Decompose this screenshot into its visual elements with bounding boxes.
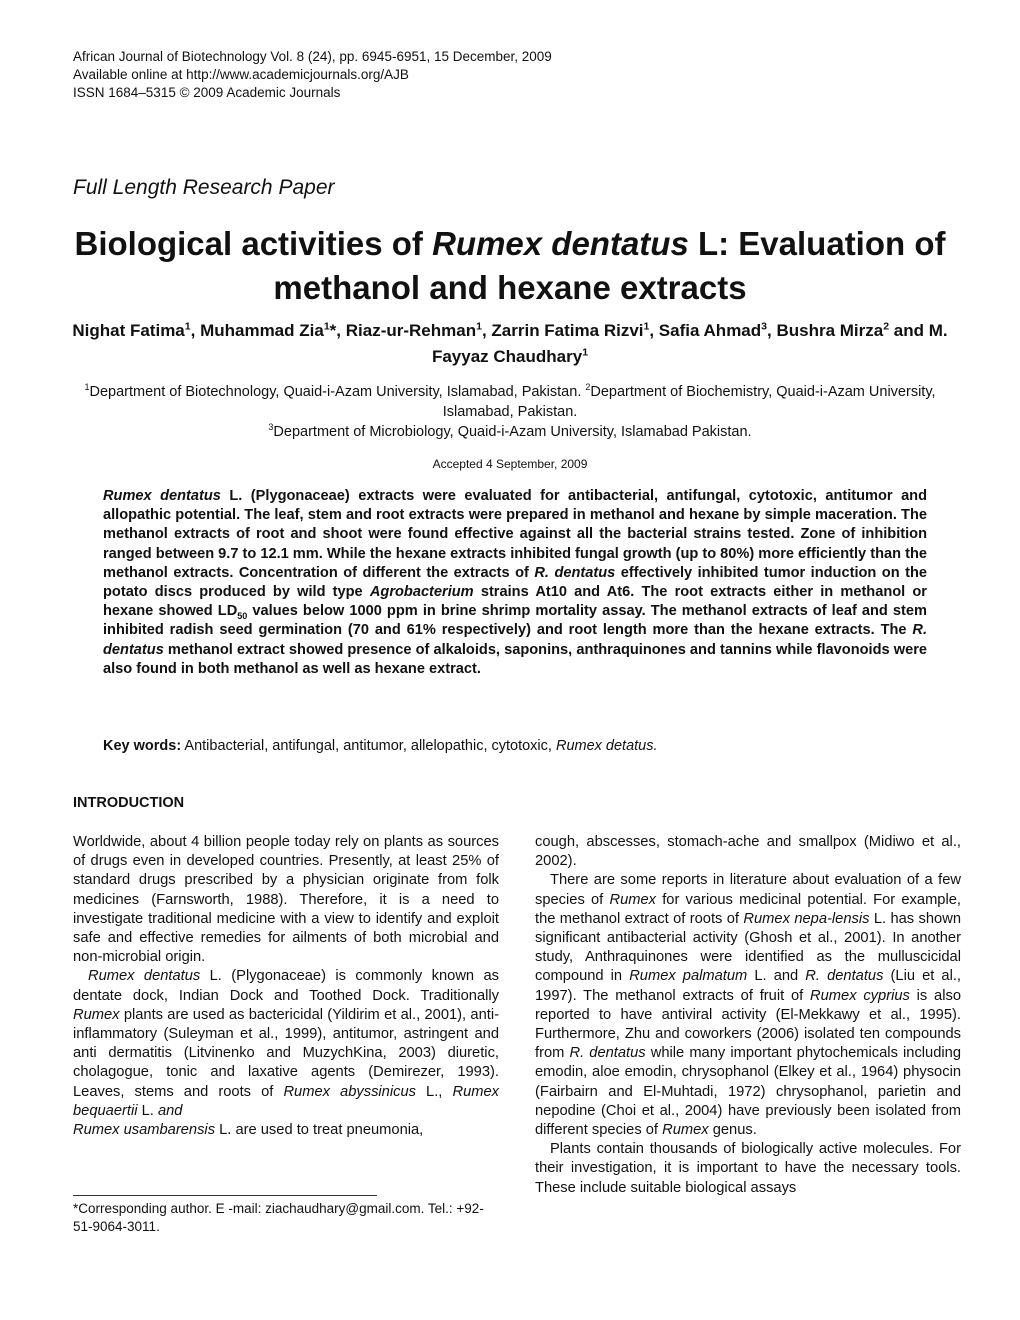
paragraph-text: and <box>157 1102 183 1119</box>
paragraph: cough, abscesses, stomach-ache and smallpox (Midiwo et al., 2002). <box>535 834 961 870</box>
paragraph-text: genus. <box>708 1122 757 1139</box>
paragraph-text: (Liu et al., 1997). The methanol extracts of fruit of <box>535 968 962 1004</box>
journal-header <box>73 48 552 102</box>
paragraph-text: L. (Plygonaceae) is commonly known as dentate dock, Indian Dock and Toothed Dock. Traditionally <box>73 968 499 1004</box>
paragraph-text: is also reported to have antiviral activity (El-Mekkawy et al., 1995). Furthermore, Zhu and coworkers (2006) isolated ten compounds from <box>535 987 961 1062</box>
affil-sup: 1 <box>84 382 90 393</box>
ld50-subscript: 50 <box>237 611 248 622</box>
author-affil-sup: 1 <box>582 346 589 359</box>
title-part2: L: Evaluation of methanol and hexane extracts <box>273 225 946 306</box>
affil-sup: 3 <box>268 422 274 433</box>
paragraph-text: There are some reports in literature about evaluation of a few species of <box>535 872 961 908</box>
abstract-text: strains At10 and At6. The root extracts either in methanol or hexane showed LD <box>103 584 927 620</box>
author-name: , Riaz-ur-Rehman <box>336 321 477 340</box>
species-name: Rumex dentatus <box>103 488 221 504</box>
author-affil-sup: 1 <box>323 320 330 333</box>
author-affil-sup: 2 <box>883 320 890 333</box>
abstract-text: effectively inhibited tumor induction on the potato discs produced by wild type <box>103 564 927 601</box>
paragraph-text: L. are used to treat pneumonia, <box>215 1122 424 1139</box>
genus-name: Agrobacterium <box>369 584 474 601</box>
paragraph <box>535 871 961 1140</box>
species-name: R. dentatus <box>534 564 616 581</box>
right-column <box>535 833 961 1198</box>
genus-name: Rumex <box>609 891 656 908</box>
paragraph-text: L. and <box>747 968 806 985</box>
species-name: R. dentatus <box>805 968 884 985</box>
genus-name: Rumex <box>662 1122 709 1139</box>
accepted-date: Accepted 4 September, 2009 <box>432 457 588 471</box>
species-name: Rumex nepa-lensis <box>743 910 870 927</box>
paragraph <box>73 967 499 1140</box>
keywords-text: Antibacterial, antifungal, antitumor, allelopathic, cytotoxic, <box>181 738 556 754</box>
journal-issn: ISSN 1684–5315 © 2009 Academic Journals <box>73 85 341 100</box>
author-name: , Muhammad Zia <box>190 321 324 340</box>
genus-name: Rumex <box>73 1006 120 1023</box>
paragraph-text: L., <box>415 1083 453 1100</box>
paragraph-text: L. has shown significant antibacterial activity (Ghosh et al., 2001). In another study, Anthraquinones were identified as the mulluscicidal compound in <box>535 910 961 985</box>
title-part1: Biological activities of <box>74 225 433 262</box>
affil-sup: 2 <box>585 382 591 393</box>
corresponding-author-footnote: *Corresponding author. E -mail: ziachaudhary@gmail.com. Tel.: +92-51-9064-3011. <box>73 1201 484 1234</box>
affiliation-3: Department of Microbiology, Quaid-i-Azam University, Islamabad Pakistan. <box>273 424 752 440</box>
abstract-text: L. (Plygonaceae) extracts were evaluated for antibacterial, antifungal, cytotoxic, antitumor and allopathic potential. The leaf, stem and root extracts were prepared in methanol and hexane by simple maceration. The methanol extracts of root and shoot were found effective against all the bacterial strains tested. Zone of inhibition ranged between 9.7 to 12.1 mm. While the hexane extracts inhibited fungal growth (up to 80%) more efficiently than the methanol extracts. Concentration of different the extracts of <box>103 488 928 581</box>
title-species: Rumex dentatus <box>432 225 689 262</box>
keywords-label: Key words: <box>103 738 182 754</box>
affiliation-1: Department of Biotechnology, Quaid-i-Azam University, Islamabad, Pakistan. <box>89 384 586 400</box>
author-affil-sup: 1 <box>476 320 482 333</box>
author-affil-sup: 1 <box>184 320 191 333</box>
footnote-divider <box>73 1195 377 1196</box>
section-heading-introduction: INTRODUCTION <box>73 795 185 811</box>
journal-url: Available online at http://www.academicjournals.org/AJB <box>73 67 409 82</box>
paragraph: Plants contain thousands of biologically active molecules. For their investigation, it is important to have the necessary tools. These include suitable biological assays <box>535 1141 961 1196</box>
abstract <box>103 487 927 679</box>
corresponding-mark: * <box>329 321 337 340</box>
abstract-text: methanol extract showed presence of alkaloids, saponins, anthraquinones and tannins while flavonoids were also found in both methanol as well as hexane extract. <box>103 641 927 677</box>
abstract-text: values below 1000 ppm in brine shrimp mortality assay. The methanol extracts of leaf and stem inhibited radish seed germination (70 and 61% respectively) and root length more than the hexane extracts. The <box>103 603 927 639</box>
paragraph-text: L. <box>137 1102 158 1119</box>
species-name: Rumex abyssinicus <box>283 1083 416 1100</box>
author-affil-sup: 3 <box>761 320 768 333</box>
author-name: , Safia Ahmad <box>649 321 762 340</box>
author-affil-sup: 1 <box>643 320 650 333</box>
species-name: Rumex dentatus <box>88 968 201 985</box>
author-name: , Zarrin Fatima Rizvi <box>481 321 644 340</box>
affiliation-2: Department of Biochemistry, Quaid-i-Azam University, Islamabad, Pakistan. <box>442 384 936 420</box>
paragraph-text: plants are used as bactericidal (Yildirim et al., 2001), anti-inflammatory (Suleyman et al., 1999), antitumor, astringent and anti dermatitis (Litvinenko and MuzychKina, 2003) diuretic, cholagogue, tonic and laxative agents (Demirezer, 1993). Leaves, stems and roots of <box>73 1006 499 1100</box>
paper-title <box>50 222 970 310</box>
author-name: , Bushra Mirza <box>767 321 884 340</box>
paper-type: Full Length Research Paper <box>73 176 335 199</box>
paragraph-text: while many important phytochemicals including emodin, aloe emodin, chrysophanol (Elkey et al., 1964) physocin (Fairbairn and El-Muhtadi, 1972) chrysophanol, parietin and nepodine (Choi et al., 2004) have previously been isolated from different species of <box>535 1045 961 1139</box>
author-name: Nighat Fatima <box>72 321 185 340</box>
species-name: Rumex bequaertii <box>73 1083 499 1119</box>
species-name: Rumex cyprius <box>810 987 910 1004</box>
keywords <box>103 737 933 756</box>
species-name: Rumex usambarensis <box>73 1122 216 1139</box>
author-list <box>70 318 950 370</box>
species-name: Rumex palmatum <box>629 968 748 985</box>
keywords-species: Rumex detatus. <box>555 738 658 754</box>
species-name: R. dentatus <box>103 622 927 658</box>
author-name: and M. Fayyaz Chaudhary <box>431 321 948 366</box>
paragraph: Worldwide, about 4 billion people today rely on plants as sources of drugs even in developed countries. Presently, at least 25% of standard drugs prescribed by a physician originate from folk medicines (Farnsworth, 1988). Therefore, it is a need to investigate traditional medicine with a view to identify and exploit safe and effective remedies for ailments of both microbial and non-microbial origin. <box>73 834 499 966</box>
paragraph-text: for various medicinal potential. For example, the methanol extract of roots of <box>535 891 961 927</box>
journal-citation: African Journal of Biotechnology Vol. 8 (24), pp. 6945-6951, 15 December, 2009 <box>73 49 552 64</box>
affiliations <box>70 382 950 442</box>
left-column <box>73 833 499 1140</box>
species-name: R. dentatus <box>569 1045 646 1062</box>
